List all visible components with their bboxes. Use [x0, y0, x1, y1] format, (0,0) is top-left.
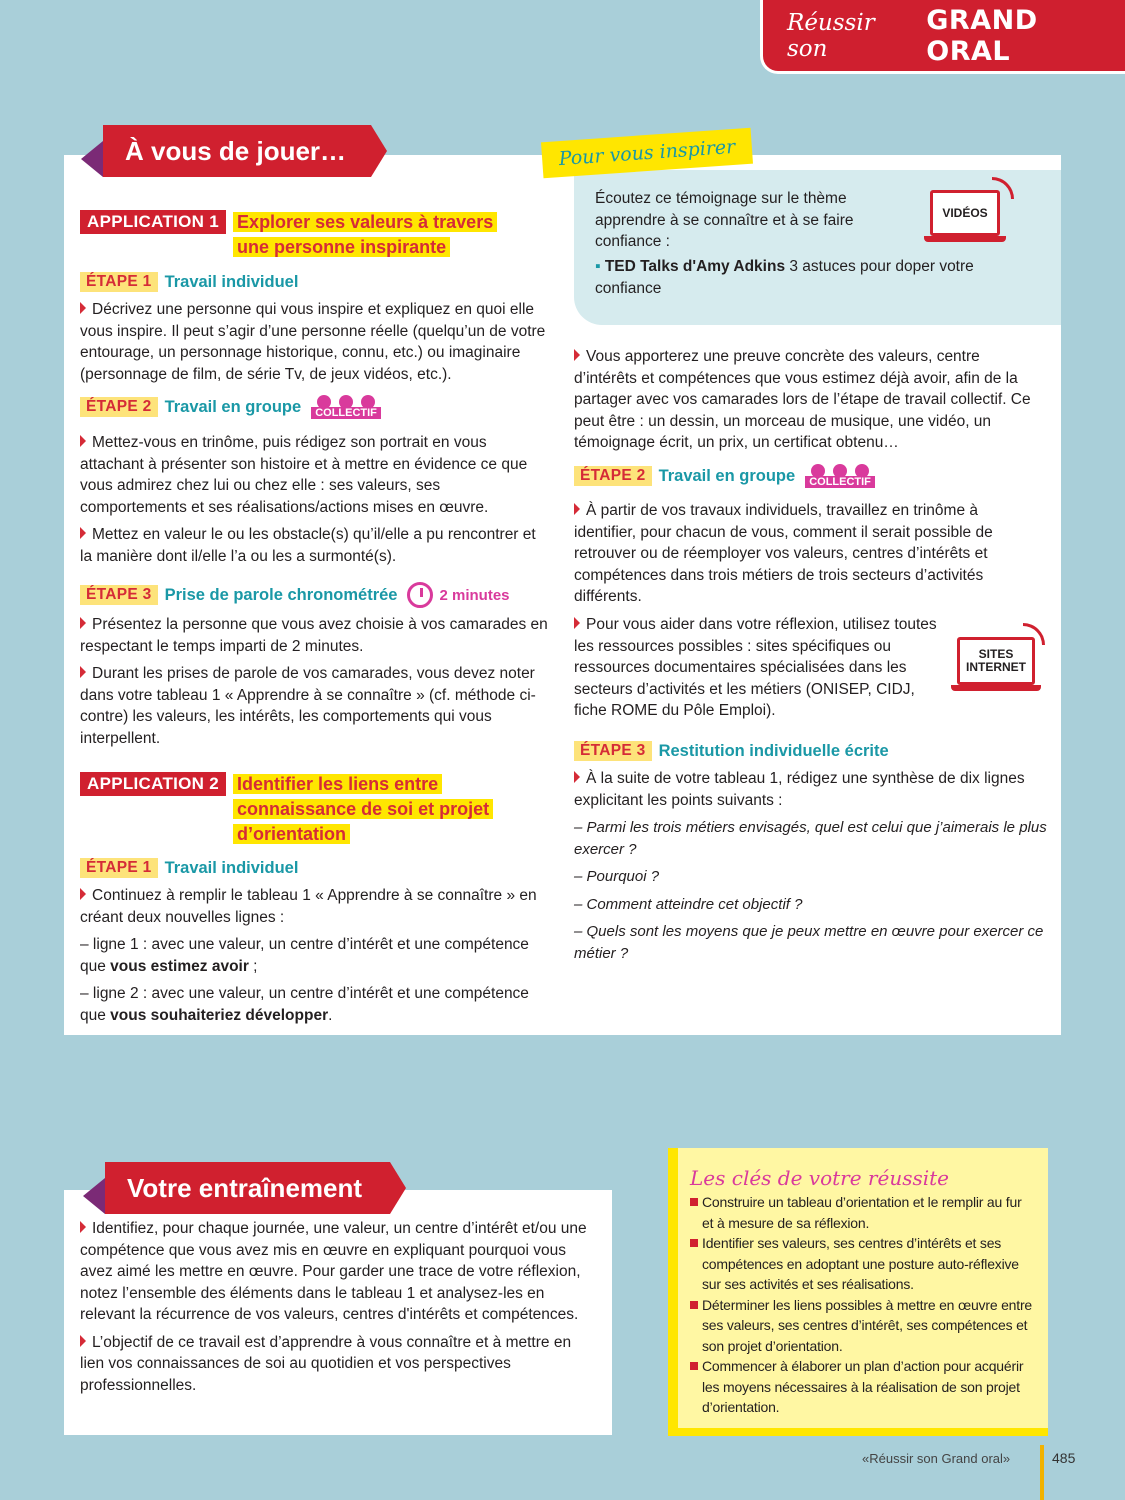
ted-talks-link[interactable]: TED Talks d'Amy Adkins	[604, 258, 786, 275]
cles-list	[678, 1190, 1048, 1418]
etape-tag: ÉTAPE 1	[80, 858, 158, 878]
app1-etape-1	[80, 272, 298, 292]
etape-tag: ÉTAPE 3	[80, 585, 158, 605]
right-etape-2-text-1: À partir de vos travaux individuels, travaillez en trinôme à identifier, pour chacun de vous, comment il serait possible de retrouver ou de réemployer vos valeurs, centres d’intérêts et compétences dans trois métiers de trois secteurs d’activités différents.	[574, 502, 993, 605]
footer-text: «Réussir son Grand oral»	[862, 1451, 1011, 1466]
bullet-icon	[80, 302, 86, 314]
bullet-icon	[80, 617, 86, 629]
app1-etape-3	[80, 582, 510, 608]
cles-box	[668, 1148, 1048, 1436]
bullet-icon	[80, 888, 86, 900]
bullet-icon	[574, 771, 580, 783]
etape-tag: ÉTAPE 2	[80, 397, 158, 417]
bullet-icon	[80, 527, 86, 539]
list-item: Identifier ses valeurs, ses centres d’intérêts et ses compétences en adoptant une posture auto-réflexive sur ses activités et ses réalisations.	[690, 1233, 1034, 1295]
app1-etape-3-text: Présentez la personne que vous avez choisie à vos camarades en respectant le temps imparti de 2 minutes. Durant les prises de parole de vos camarades, vous devez noter dans votre tableau 1 « Apprendre à se connaître » (cf. méthode ci-contre) les valeurs, les intérêts, les comportements qui vous interpellent.	[80, 616, 548, 747]
ribbon-label: À vous de jouer…	[125, 135, 347, 166]
inspire-ted: ▪ TED Talks d'Amy Adkins 3 astuces pour doper votre confiance	[595, 258, 974, 297]
video-screen-icon: VIDÉOS	[930, 190, 1000, 236]
header-script: Réussir son	[787, 9, 875, 62]
app2-etape-1-text: Continuez à remplir le tableau 1 « Apprendre à se connaître » en créant deux nouvelles lignes : – ligne 1 : avec une valeur, un centre d’intérêt et une compétence que vous estimez avoir ; – ligne 2 : avec une valeur, un centre d’intérêt et une compétence que vous souhaiteriez développer.	[80, 887, 537, 1024]
etape-tag: ÉTAPE 1	[80, 272, 158, 292]
bullet-icon	[574, 503, 580, 515]
etape-label: Travail individuel	[164, 858, 299, 877]
right-etape-3	[574, 741, 889, 761]
app-title: Explorer ses valeurs à travers une personne inspirante	[233, 210, 497, 260]
bullet-icon	[574, 617, 580, 629]
header-title: GRAND ORAL	[926, 4, 1038, 67]
bullet-icon	[80, 1221, 86, 1233]
bullet-icon	[80, 666, 86, 678]
application-2-heading	[80, 772, 493, 847]
app-tag: APPLICATION 1	[80, 210, 226, 234]
app-tag: APPLICATION 2	[80, 772, 226, 796]
app2-etape-1	[80, 858, 298, 878]
etape-label: Travail en groupe	[658, 466, 796, 485]
right-etape-3-text: À la suite de votre tableau 1, rédigez une synthèse de dix lignes explicitant les points suivants : – Parmi les trois métiers envisagés, quel est celui que j’aimerais le plus exercer ? – Pourquoi ? – Comment atteindre cet objectif ? – Quels sont les moyens que je peux mettre en œuvre pour exercer ce métier ?	[574, 770, 1047, 962]
application-1-heading	[80, 210, 497, 260]
sites-internet-icon: SITES INTERNET	[957, 637, 1035, 685]
page-number: 485	[1052, 1450, 1076, 1466]
etape-label: Travail individuel	[164, 272, 299, 291]
bullet-icon	[80, 1335, 86, 1347]
inspire-tag: Pour vous inspirer	[541, 128, 753, 179]
app1-etape-2	[80, 395, 381, 419]
list-item: Déterminer les liens possibles à mettre en œuvre entre ses valeurs, ses centres d’intérêt, ses compétences et son projet d’orientation.	[690, 1295, 1034, 1357]
ribbon-a-vous-de-jouer	[103, 125, 371, 177]
right-etape-2	[574, 464, 875, 488]
list-item: Construire un tableau d’orientation et le remplir au fur et à mesure de sa réflexion.	[690, 1192, 1034, 1233]
app1-etape-1-text: Décrivez une personne qui vous inspire et expliquez en quoi elle vous inspire. Il peut s’agir d’une personne réelle (quelqu’un de votre entourage, un personnage historique, connu, etc.) ou imaginaire (personnage de film, de série Tv, de jeux vidéos, etc.).	[80, 301, 546, 383]
etape-tag: ÉTAPE 2	[574, 466, 652, 486]
app-title: Identifier les liens entre connaissance de soi et projet d’orientation	[233, 772, 493, 847]
etape-label: Travail en groupe	[164, 397, 302, 416]
list-item: Commencer à élaborer un plan d’action pour acquérir les moyens nécessaires à la réalisation de son projet d’orientation.	[690, 1356, 1034, 1418]
ribbon-entrainement: Votre entraînement	[105, 1162, 390, 1214]
etape-label: Restitution individuelle écrite	[658, 741, 889, 760]
etape-tag: ÉTAPE 3	[574, 741, 652, 761]
app1-etape-2-text: Mettez-vous en trinôme, puis rédigez son portrait en vous attachant à présenter son histoire et à mettre en évidence ce que vous admirez chez lui ou chez elle : ses valeurs, ses comportements et ses réalisations/actions mises en œuvre. Mettez en valeur le ou les obstacle(s) qu’il/elle a pu rencontrer et la manière dont il/elle l’a ou les a surmonté(s).	[80, 434, 536, 565]
inspire-text: Écoutez ce témoignage sur le thème apprendre à se connaître et à se faire confiance :	[595, 190, 854, 250]
header-tab	[760, 0, 1125, 74]
entrainement-text: Identifiez, pour chaque journée, une valeur, un centre d’intérêt et/ou une compétence que vous avez mis en œuvre en expliquant pourquoi vous avez aimé les mettre en œuvre. Pour garder une trace de votre réflexion, notez l’ensemble des éléments dans le tableau 1 et analysez-les en relevant la récurrence de vos valeurs, centres d'intérêts et compétences. L’objectif de ce travail est d’apprendre à vous connaître et à mettre en lien vos connaissances de soi au quotidien et vos perspectives professionnelles.	[80, 1220, 587, 1394]
preuve-text: Vous apporterez une preuve concrète des valeurs, centre d’intérêts et compétences que vous estimez déjà avoir, afin de la partager avec vos camarades lors de l’étape de travail collectif. Ce peut être : un dessin, un morceau de musique, une vidéo, un témoignage écrit, un prix, un certificat obtenu…	[574, 348, 1031, 451]
collectif-icon: COLLECTIF	[805, 464, 875, 488]
collectif-icon: COLLECTIF	[311, 395, 381, 419]
cles-title: Les clés de votre réussite	[690, 1166, 949, 1190]
right-etape-2-text-2: Pour vous aider dans votre réflexion, utilisez toutes les ressources possibles : sites spécifiques ou ressources documentaires spécialisées dans les secteurs d’activités et les métiers (ONISEP, CIDJ, fiche ROME du Pôle Emploi).	[574, 616, 937, 719]
footer-bar	[1040, 1445, 1044, 1500]
etape-label: Prise de parole chronométrée	[164, 585, 398, 604]
timer-icon: 2 minutes	[407, 582, 509, 608]
bullet-icon	[574, 349, 580, 361]
bullet-icon	[80, 435, 86, 447]
